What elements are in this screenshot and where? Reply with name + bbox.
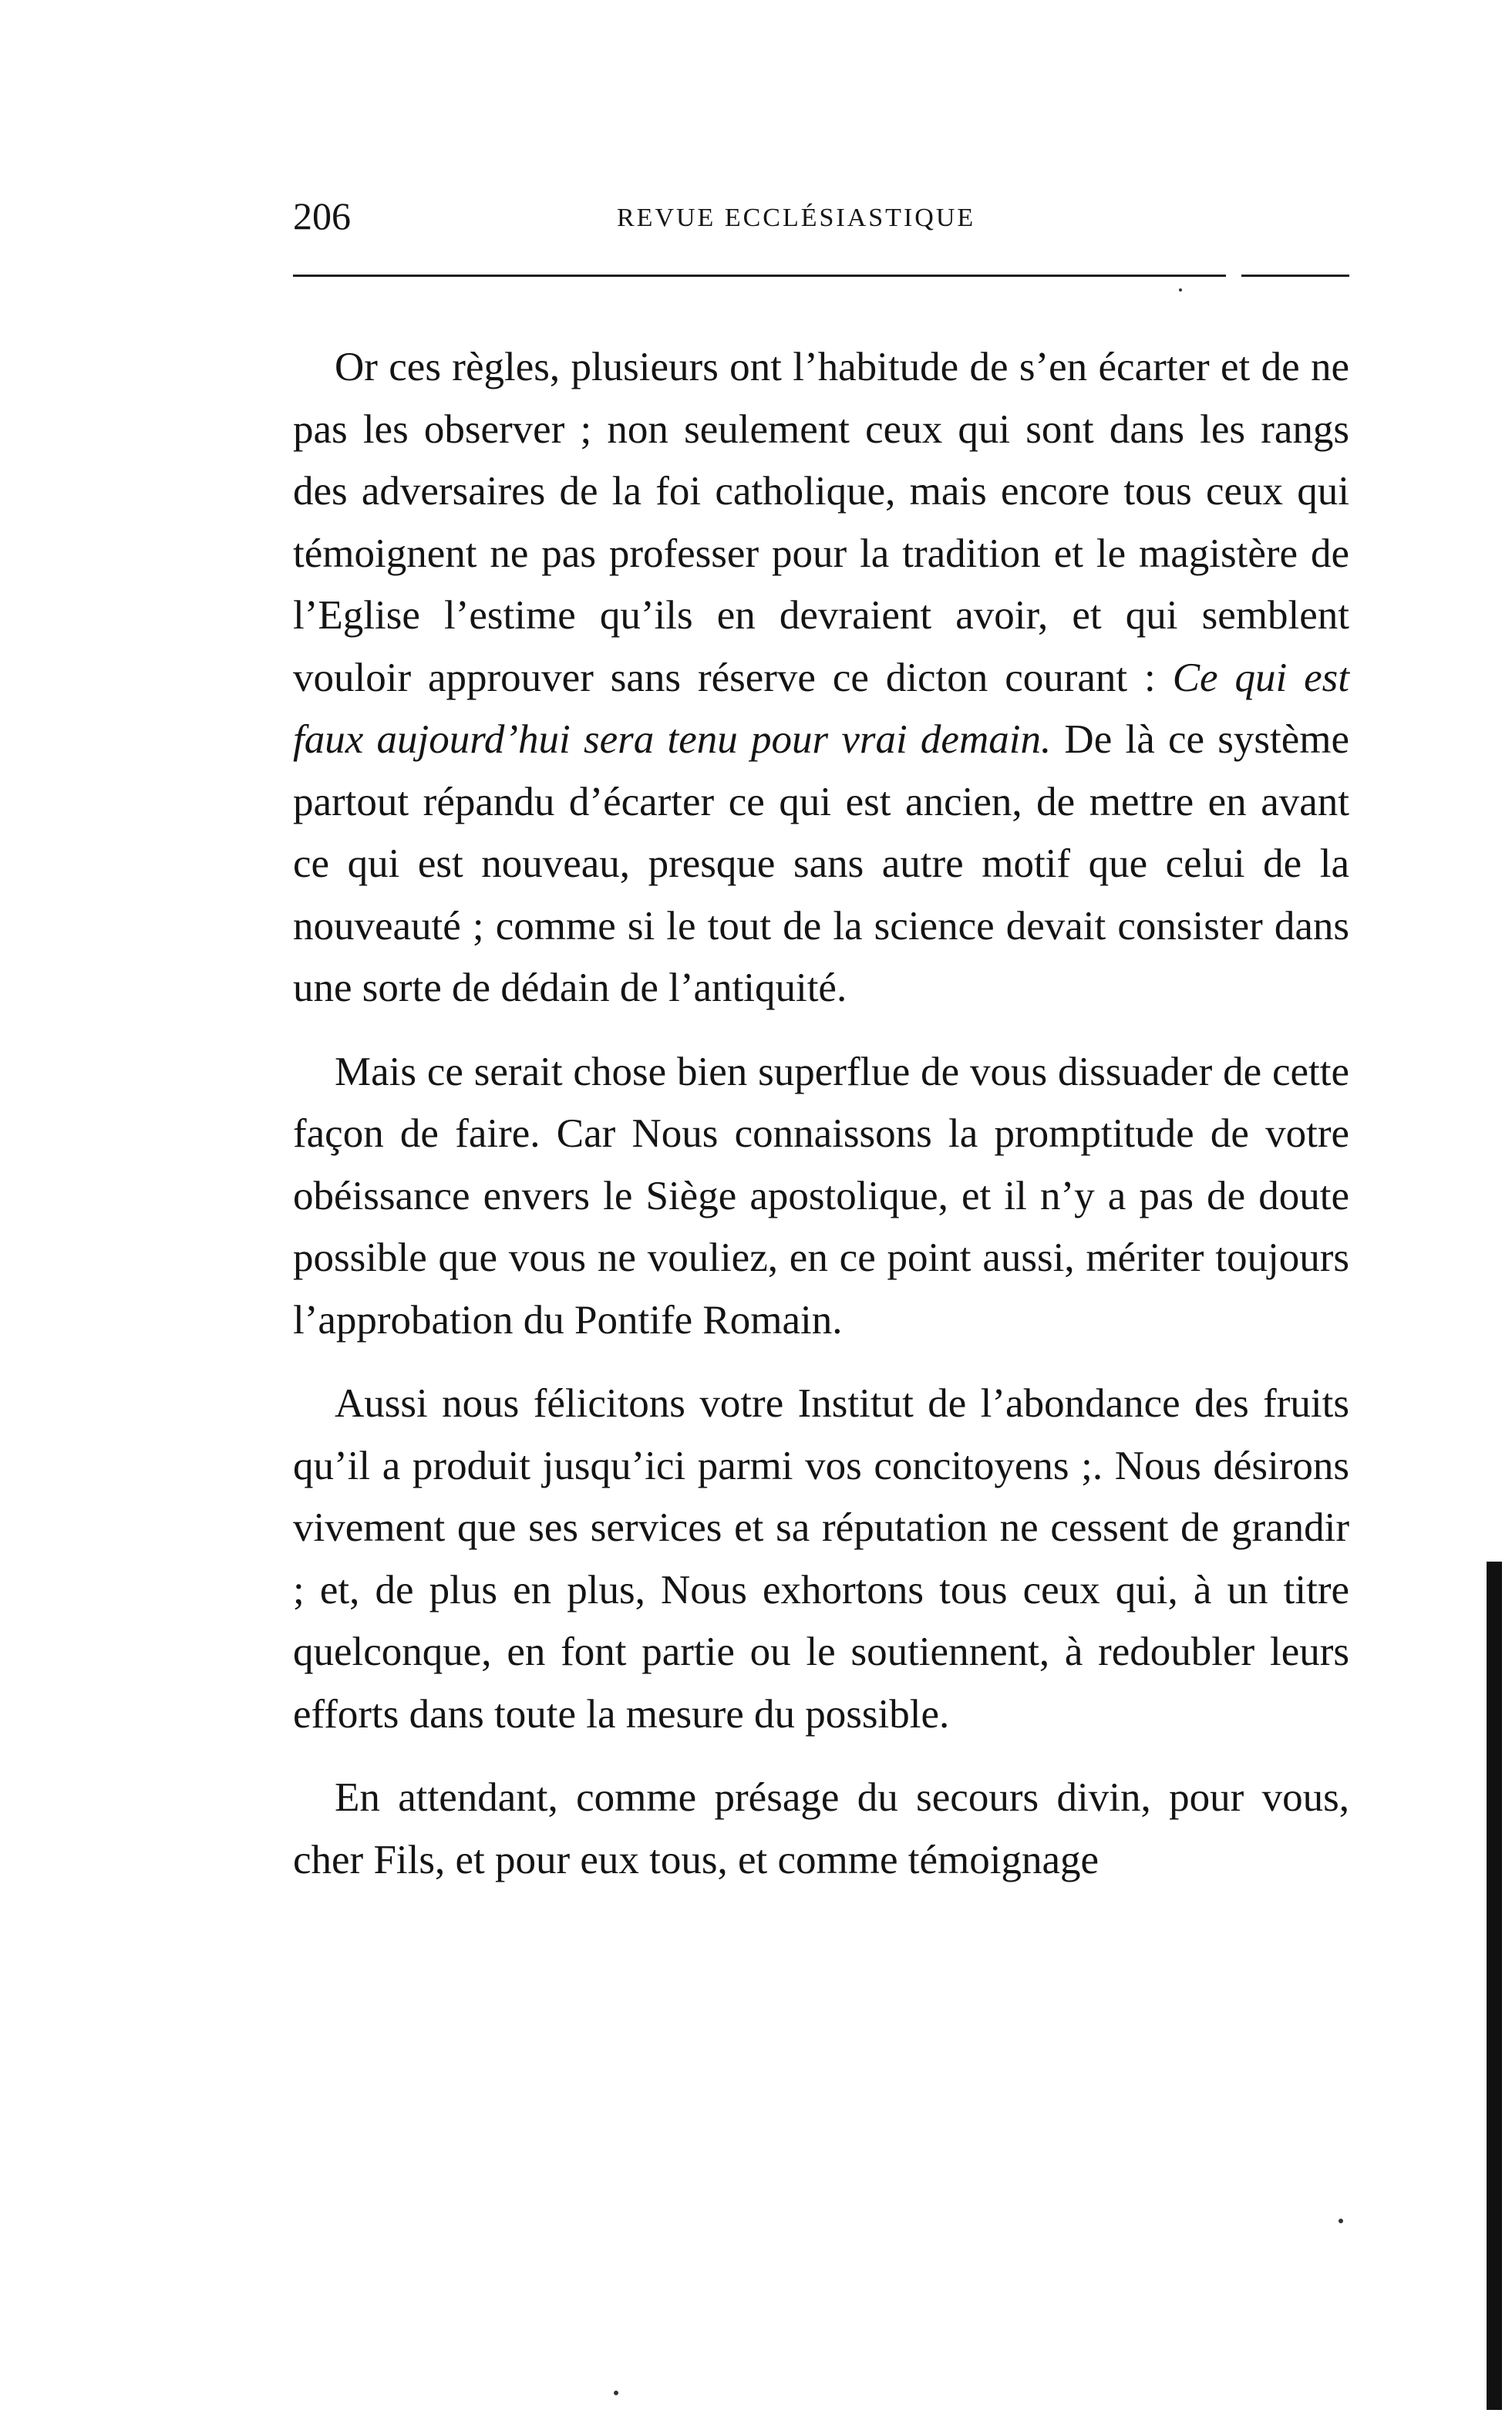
- paragraph-2: Mais ce serait chose bien superflue de vous dissuader de cette façon de faire. Car Nous connaissons la promptitude de votre obéissance envers le Siège apostolique, et il n’y a pas de doute possible que vous ne vouliez, en ce point aussi, mériter toujours l’approbation du Pontife Romain.: [293, 1049, 1349, 1343]
- paragraph-3: Aussi nous félicitons votre Institut de l’abondance des fruits qu’il a produit jusqu’ici parmi vos concitoyens ;. Nous désirons vivement que ses services et sa réputation ne cessent de grandir ; et, de plus en plus, Nous exhortons tous ceux qui, à un titre quelconque, en font partie ou le soutiennent, à redoubler leurs efforts dans toute la mesure du possible.: [293, 1381, 1349, 1737]
- body-text: [293, 336, 1349, 1891]
- header-rule: [293, 275, 1226, 277]
- scan-speck: [1339, 2219, 1343, 2223]
- scan-margin-bar: [1487, 1562, 1502, 2410]
- paragraph-4: En attendant, comme présage du secours divin, pour vous, cher Fils, et pour eux tous, et comme témoignage: [293, 1775, 1349, 1882]
- paragraph-1-italic-quote: Ce qui est faux aujourd’hui sera tenu pour vrai demain.: [293, 655, 1349, 762]
- scan-speck: [614, 2391, 618, 2395]
- paragraph-1-text-before: Or ces règles, plusieurs ont l’habitude de s’en écarter et de ne pas les observer ; non seulement ceux qui sont dans les rangs des adversaires de la foi catholique, mais encore tous ceux qui témoignent ne pas professer pour la tradition et le magistère de l’Eglise l’estime qu’ils en devraient avoir, et qui semblent vouloir approuver sans réserve ce dicton courant :: [293, 345, 1349, 700]
- page-number: 206: [293, 194, 351, 238]
- paragraph-1: [293, 336, 1349, 1019]
- page-header: [293, 193, 1349, 239]
- running-head: REVUE ECCLÉSIASTIQUE: [617, 204, 976, 232]
- paragraph-1-text-after: De là ce système partout répandu d’écarter ce qui est ancien, de mettre en avant ce qui est nouveau, presque sans autre motif que celui de la nouveauté ; comme si le tout de la science devait consister dans une sorte de dédain de l’antiquité.: [293, 717, 1349, 1010]
- header-rule-short: [1241, 275, 1349, 277]
- scan-speck: [1179, 288, 1182, 292]
